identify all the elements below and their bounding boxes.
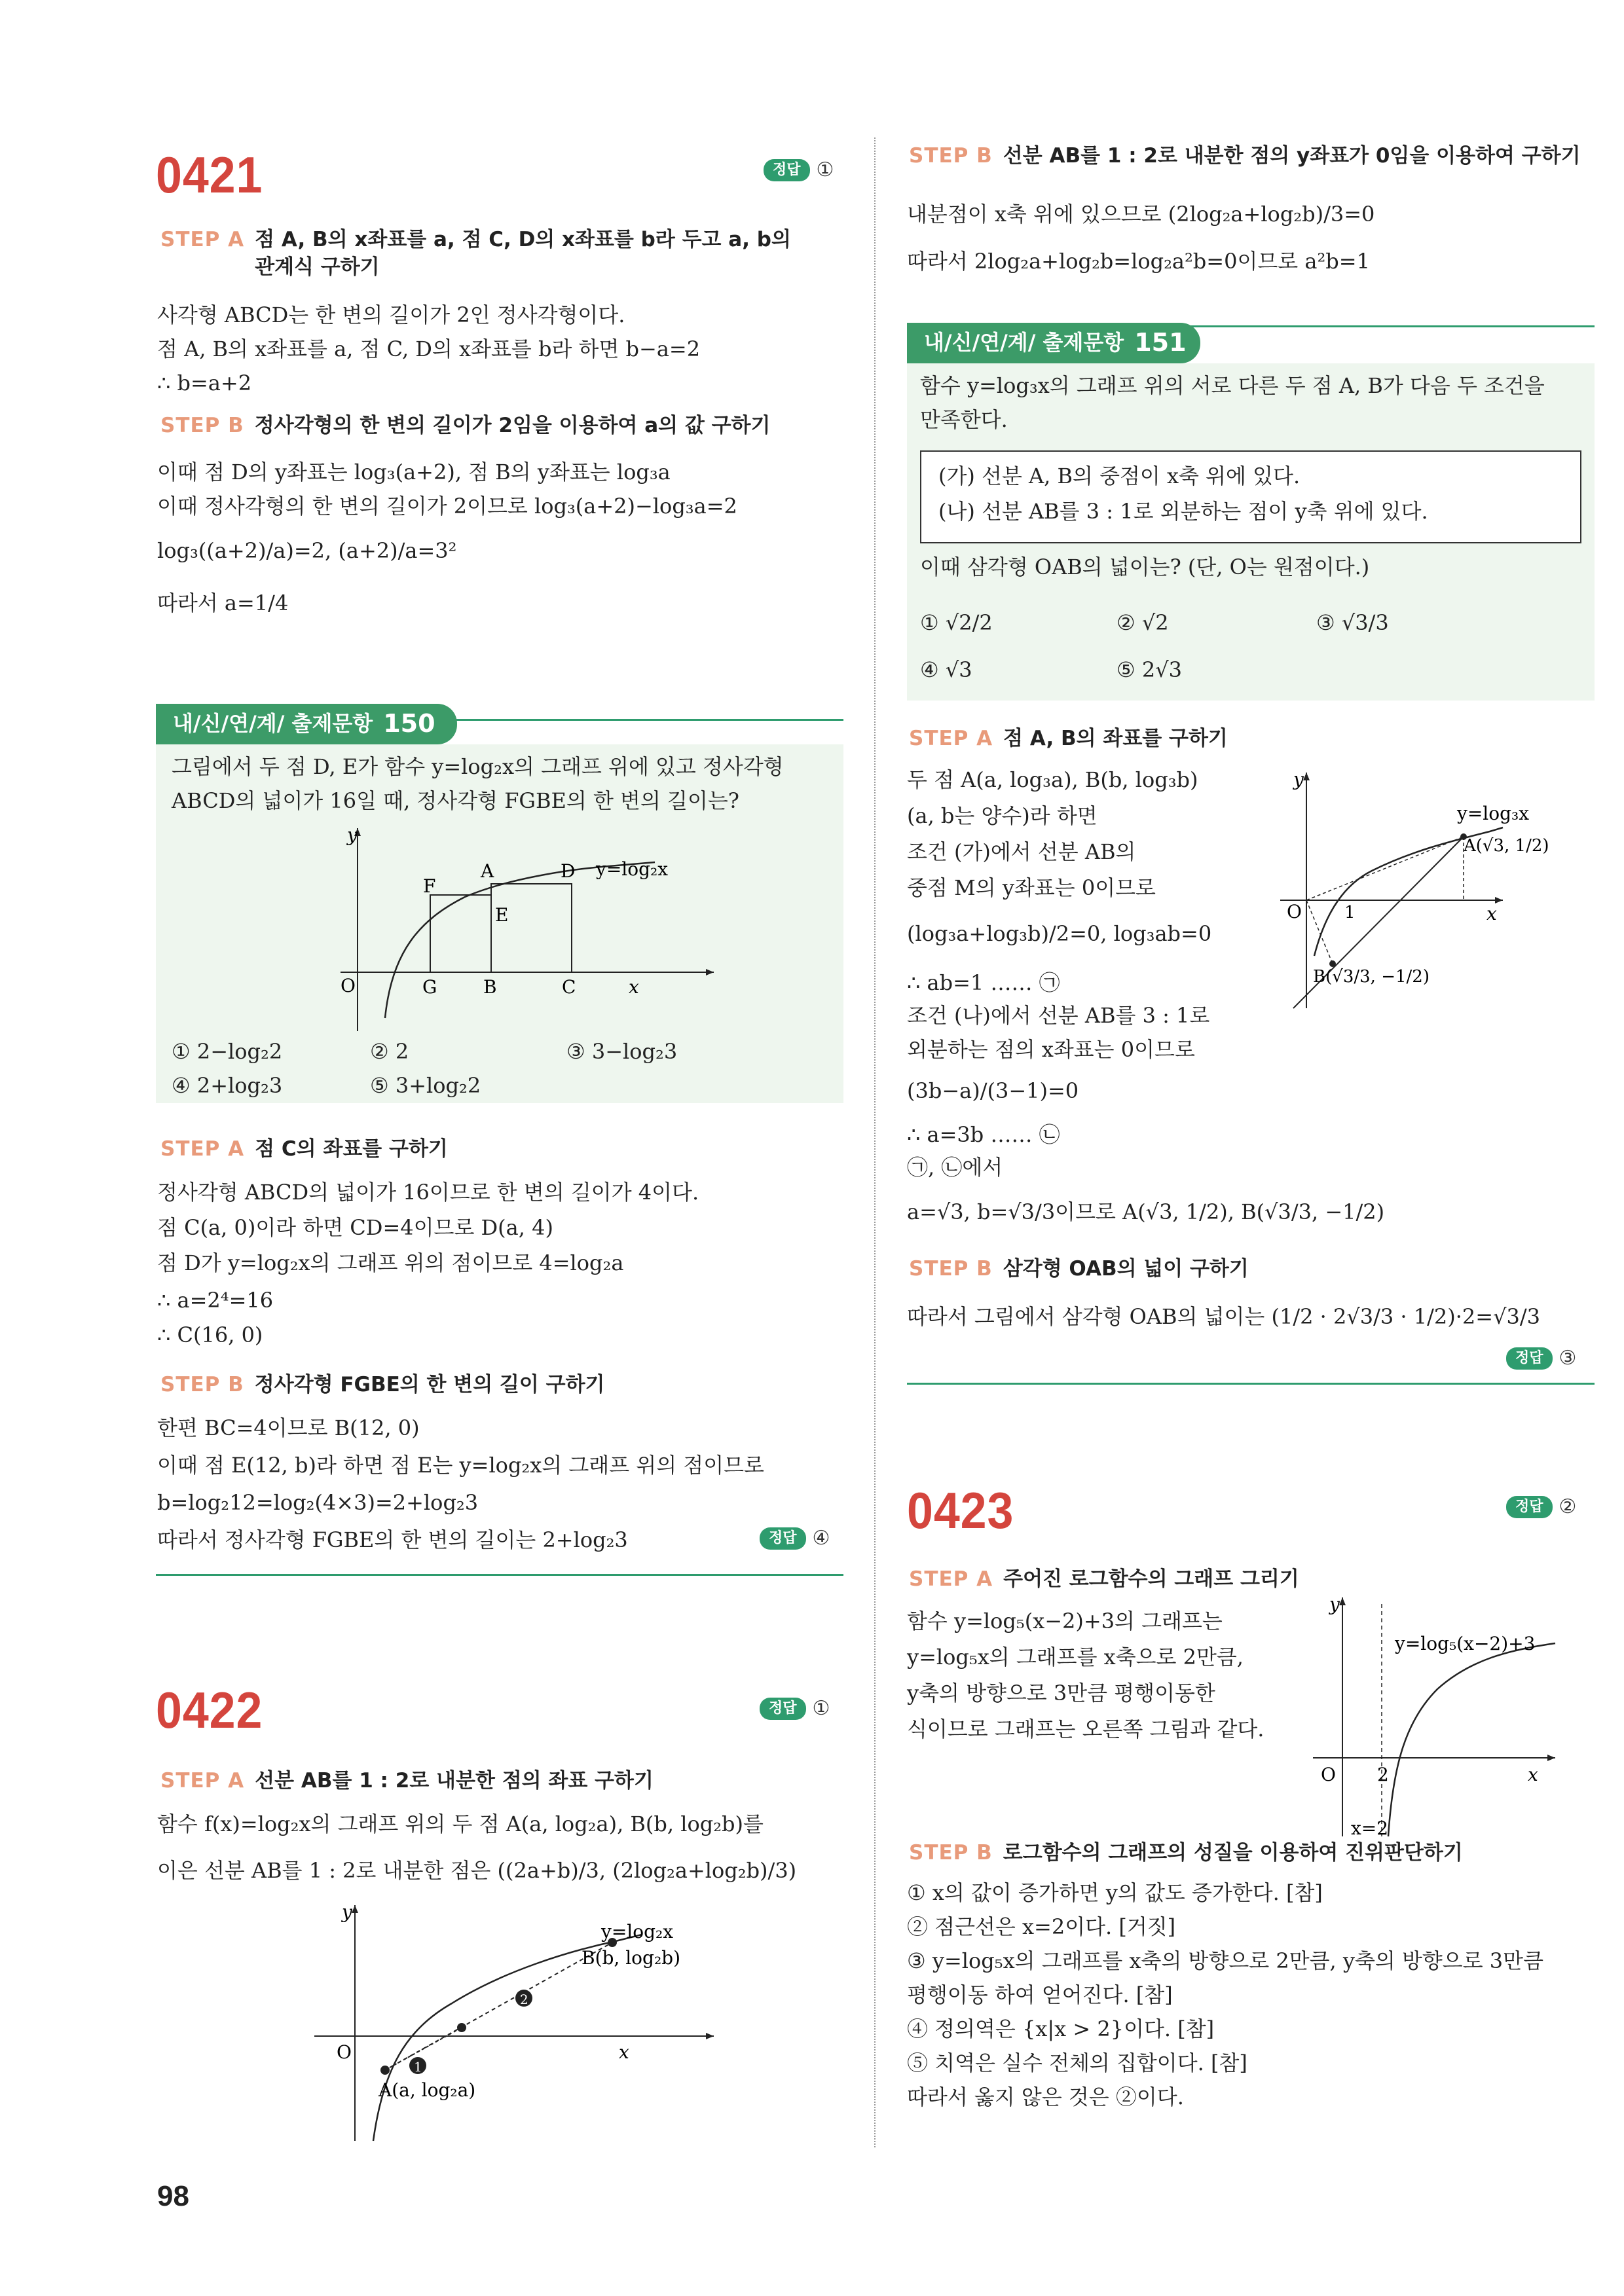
svg-text:O: O — [341, 975, 356, 996]
text-line: ④ 정의역은 {x|x > 2}이다. [참] — [907, 2016, 1215, 2041]
text-line: 점 C(a, 0)이라 하면 CD=4이므로 D(a, 4) — [157, 1215, 553, 1240]
step-b-150 — [160, 1372, 604, 1399]
step-label: STEP A — [160, 1769, 245, 1793]
choice: ⑤ 2√3 — [1116, 657, 1182, 682]
text-line: ㉠, ㉡에서 — [907, 1155, 1003, 1180]
text-line: 식이므로 그래프는 오른쪽 그림과 같다. — [907, 1717, 1264, 1741]
condition-box — [920, 450, 1581, 543]
text-line: ∴ b=a+2 — [157, 371, 252, 395]
svg-text:1: 1 — [414, 2059, 422, 2075]
step-b-0423 — [909, 1840, 1463, 1867]
svg-text:A: A — [481, 860, 494, 882]
point-a-label: A(√3, 1/2) — [1464, 836, 1549, 856]
answer-151 — [1506, 1345, 1576, 1372]
svg-text:2: 2 — [1377, 1764, 1389, 1785]
step-a-150 — [160, 1136, 448, 1163]
text-line: ∴ C(16, 0) — [157, 1322, 263, 1347]
step-title: 주어진 로그함수의 그래프 그리기 — [1003, 1567, 1299, 1591]
asymptote-label: x=2 — [1351, 1817, 1389, 1839]
answer-badge: 정답 — [1506, 1496, 1553, 1518]
problem-number-0421: 0421 — [156, 146, 263, 204]
step-label: STEP B — [160, 414, 244, 437]
text-line: ③ y=log₅x의 그래프를 x축의 방향으로 2만큼, y축의 방향으로 3만큼 — [907, 1948, 1543, 1973]
svg-text:x: x — [629, 976, 639, 998]
answer-0422 — [760, 1696, 830, 1722]
bar-label: 내/신/연/계/ 출제문항 — [924, 330, 1124, 355]
svg-text:O: O — [1321, 1764, 1336, 1785]
svg-text:2: 2 — [520, 1992, 528, 2007]
step-title: 점 A, B의 좌표를 구하기 — [1003, 727, 1228, 750]
text-line: (a, b는 양수)라 하면 — [907, 803, 1098, 828]
text-line: ② 점근선은 x=2이다. [거짓] — [907, 1914, 1176, 1939]
text-line: 정사각형 ABCD의 넓이가 16이므로 한 변의 길이가 4이다. — [157, 1180, 699, 1205]
step-a-0421 — [160, 227, 791, 282]
text-line: 조건 (가)에서 선분 AB의 — [907, 839, 1136, 864]
svg-text:O: O — [337, 2041, 352, 2063]
choice: ④ √3 — [920, 657, 972, 682]
answer-value: ① — [812, 1697, 830, 1720]
step-label: STEP A — [909, 1567, 993, 1591]
step-title: 로그함수의 그래프의 성질을 이용하여 진위판단하기 — [1003, 1841, 1463, 1865]
text-line: ① x의 값이 증가하면 y의 값도 증가한다. [참] — [907, 1880, 1323, 1905]
svg-text:E: E — [495, 904, 509, 926]
text-line: ∴ ab=1 …… ㉠ — [907, 970, 1060, 995]
text-line: 중점 M의 y좌표는 0이므로 — [907, 875, 1156, 900]
answer-badge: 정답 — [764, 159, 810, 181]
svg-text:G: G — [422, 976, 437, 998]
answer-badge: 정답 — [760, 1698, 806, 1720]
svg-text:x: x — [619, 2041, 629, 2063]
svg-text:D: D — [561, 860, 576, 882]
graph-151 — [1267, 766, 1595, 1015]
step-b-151 — [909, 1256, 1249, 1283]
text-line: a=√3, b=√3/3이므로 A(√3, 1/2), B(√3/3, −1/2) — [907, 1199, 1385, 1224]
text-line: 따라서 a=1/4 — [157, 591, 289, 615]
text-line: 함수 y=log₅(x−2)+3의 그래프는 — [907, 1609, 1223, 1633]
step-title: 삼각형 OAB의 넓이 구하기 — [1003, 1257, 1249, 1281]
graph-0422 — [308, 1899, 779, 2147]
text-line: 내분점이 x축 위에 있으므로 (2log₂a+log₂b)/3=0 — [907, 202, 1375, 227]
problem-number-0422: 0422 — [156, 1681, 263, 1739]
answer-badge: 정답 — [760, 1527, 806, 1550]
step-a-0423 — [909, 1566, 1299, 1594]
step-title: 선분 AB를 1 : 2로 내분한 점의 좌표 구하기 — [255, 1769, 654, 1793]
svg-text:1: 1 — [1344, 903, 1356, 922]
answer-value: ③ — [1559, 1347, 1577, 1370]
graph-150 — [327, 822, 720, 1038]
problem-number-0423: 0423 — [907, 1482, 1014, 1539]
text-line: b=log₂12=log₂(4×3)=2+log₂3 — [157, 1490, 479, 1515]
condition-2: (나) 선분 AB를 3 : 1로 외분하는 점이 y축 위에 있다. — [938, 499, 1428, 524]
svg-text:F: F — [423, 875, 436, 897]
question-text: ABCD의 넓이가 16일 때, 정사각형 FGBE의 한 변의 길이는? — [172, 788, 739, 813]
graph-0423 — [1306, 1591, 1595, 1843]
svg-text:x: x — [1486, 903, 1497, 924]
text-line: 한편 BC=4이므로 B(12, 0) — [157, 1415, 420, 1440]
question-text: 그림에서 두 점 D, E가 함수 y=log₂x의 그래프 위에 있고 정사각형 — [172, 754, 784, 779]
text-line: 따라서 옳지 않은 것은 ②이다. — [907, 2085, 1184, 2109]
step-title-line1: 점 A, B의 x좌표를 a, 점 C, D의 x좌표를 b라 두고 a, b의 — [255, 228, 791, 251]
curve-label: y=log₅(x−2)+3 — [1395, 1633, 1536, 1654]
text-line: y=log₅x의 그래프를 x축으로 2만큼, — [907, 1645, 1244, 1669]
section-rule — [907, 1383, 1595, 1385]
text-line: 점 D가 y=log₂x의 그래프 위의 점이므로 4=log₂a — [157, 1250, 624, 1275]
bar-label: 내/신/연/계/ 출제문항 — [173, 711, 373, 737]
answer-value: ① — [816, 158, 834, 181]
linked-question-bar-150 — [156, 704, 457, 744]
choice: ⑤ 3+log₂2 — [370, 1073, 481, 1098]
step-a-151 — [909, 725, 1228, 753]
svg-text:B: B — [483, 976, 497, 998]
bar-number: 150 — [383, 709, 435, 738]
linked-question-bar-151 — [907, 323, 1200, 363]
bar-number: 151 — [1134, 328, 1187, 357]
step-title: 선분 AB를 1 : 2로 내분한 점의 y좌표가 0임을 이용하여 구하기 — [1003, 144, 1581, 168]
question-text: 함수 y=log₃x의 그래프 위의 서로 다른 두 점 A, B가 다음 두 조건을 — [920, 373, 1545, 398]
step-b-0421 — [160, 412, 770, 440]
answer-0423 — [1506, 1494, 1576, 1521]
step-title: 정사각형의 한 변의 길이가 2임을 이용하여 a의 값 구하기 — [254, 414, 771, 437]
curve-label: y=log₂x — [601, 1921, 674, 1942]
text-line: 두 점 A(a, log₃a), B(b, log₃b) — [907, 767, 1198, 792]
svg-text:y: y — [342, 1901, 352, 1923]
text-line: 사각형 ABCD는 한 변의 길이가 2인 정사각형이다. — [157, 302, 625, 327]
text-line: 따라서 정사각형 FGBE의 한 변의 길이는 2+log₂3 — [157, 1527, 628, 1552]
step-title: 정사각형 FGBE의 한 변의 길이 구하기 — [254, 1373, 605, 1396]
svg-text:y: y — [1293, 769, 1304, 790]
column-divider — [874, 137, 876, 2147]
question-text: 만족한다. — [920, 407, 1008, 432]
text-line: 점 A, B의 x좌표를 a, 점 C, D의 x좌표를 b라 하면 b−a=2 — [157, 337, 701, 361]
point-b-label: B(b, log₂b) — [581, 1947, 681, 1969]
step-title-line2: 관계식 구하기 — [255, 255, 380, 279]
svg-text:y: y — [1329, 1594, 1340, 1615]
step-title: 점 C의 좌표를 구하기 — [255, 1137, 448, 1161]
text-line: ∴ a=2⁴=16 — [157, 1288, 274, 1313]
svg-text:O: O — [1287, 901, 1302, 922]
svg-text:C: C — [562, 976, 576, 998]
step-label: STEP B — [909, 1841, 993, 1865]
text-line: 이은 선분 AB를 1 : 2로 내분한 점은 ((2a+b)/3, (2log₂a+log₂b)/3) — [157, 1858, 797, 1883]
text-line: (log₃a+log₃b)/2=0, log₃ab=0 — [907, 921, 1212, 946]
answer-value: ② — [1559, 1495, 1577, 1518]
text-line: 이때 점 E(12, b)라 하면 점 E는 y=log₂x의 그래프 위의 점이므로 — [157, 1453, 764, 1478]
text-line: log₃((a+2)/a)=2, (a+2)/a=3² — [157, 538, 457, 563]
choice: ② √2 — [1116, 610, 1169, 635]
answer-badge: 정답 — [1506, 1347, 1553, 1370]
point-a-label: A(a, log₂a) — [378, 2079, 476, 2101]
section-rule — [156, 1574, 843, 1576]
text-line: 함수 f(x)=log₂x의 그래프 위의 두 점 A(a, log₂a), B(b, log₂b)를 — [157, 1812, 764, 1836]
text-line: ∴ a=3b …… ㉡ — [907, 1122, 1060, 1147]
text-line: 따라서 그림에서 삼각형 OAB의 넓이는 (1/2 · 2√3/3 · 1/2)·2=√3/3 — [907, 1304, 1540, 1329]
choice: ② 2 — [370, 1039, 409, 1064]
condition-1: (가) 선분 A, B의 중점이 x축 위에 있다. — [938, 464, 1301, 488]
text-line: 이때 점 D의 y좌표는 log₃(a+2), 점 B의 y좌표는 log₃a — [157, 460, 671, 484]
step-label: STEP B — [909, 144, 993, 168]
step-label: STEP B — [160, 1373, 244, 1396]
answer-0421 — [764, 157, 834, 184]
text-line: (3b−a)/(3−1)=0 — [907, 1078, 1079, 1103]
choice: ④ 2+log₂3 — [172, 1073, 283, 1098]
choice: ③ 3−log₂3 — [566, 1039, 678, 1064]
point-b-label: B(√3/3, −1/2) — [1313, 967, 1430, 987]
step-b-0422 — [909, 143, 1581, 170]
svg-text:y: y — [347, 824, 358, 846]
curve-label: y=log₂x — [596, 858, 669, 880]
page-number: 98 — [157, 2180, 189, 2212]
text-line: y축의 방향으로 3만큼 평행이동한 — [907, 1681, 1215, 1705]
step-a-0422 — [160, 1768, 654, 1795]
step-label: STEP A — [160, 1137, 245, 1161]
svg-text:x: x — [1528, 1764, 1538, 1785]
text-line: 이때 정사각형의 한 변의 길이가 2이므로 log₃(a+2)−log₃a=2 — [157, 494, 737, 519]
step-label: STEP B — [909, 1257, 993, 1281]
choice: ① 2−log₂2 — [172, 1039, 283, 1064]
answer-150 — [760, 1525, 830, 1552]
answer-value: ④ — [812, 1527, 830, 1550]
step-label: STEP A — [909, 727, 993, 750]
text-line: 조건 (나)에서 선분 AB를 3 : 1로 — [907, 1003, 1210, 1028]
text-line: 따라서 2log₂a+log₂b=log₂a²b=0이므로 a²b=1 — [907, 249, 1370, 274]
curve-label: y=log₃x — [1457, 803, 1530, 824]
text-line: 외분하는 점의 x좌표는 0이므로 — [907, 1037, 1195, 1062]
choice: ③ √3/3 — [1316, 610, 1389, 635]
question-text: 이때 삼각형 OAB의 넓이는? (단, O는 원점이다.) — [920, 555, 1370, 579]
step-label: STEP A — [160, 228, 245, 251]
text-line: 평행이동 하여 얻어진다. [참] — [907, 1982, 1173, 2007]
choice: ① √2/2 — [920, 610, 993, 635]
text-line: ⑤ 치역은 실수 전체의 집합이다. [참] — [907, 2050, 1247, 2075]
